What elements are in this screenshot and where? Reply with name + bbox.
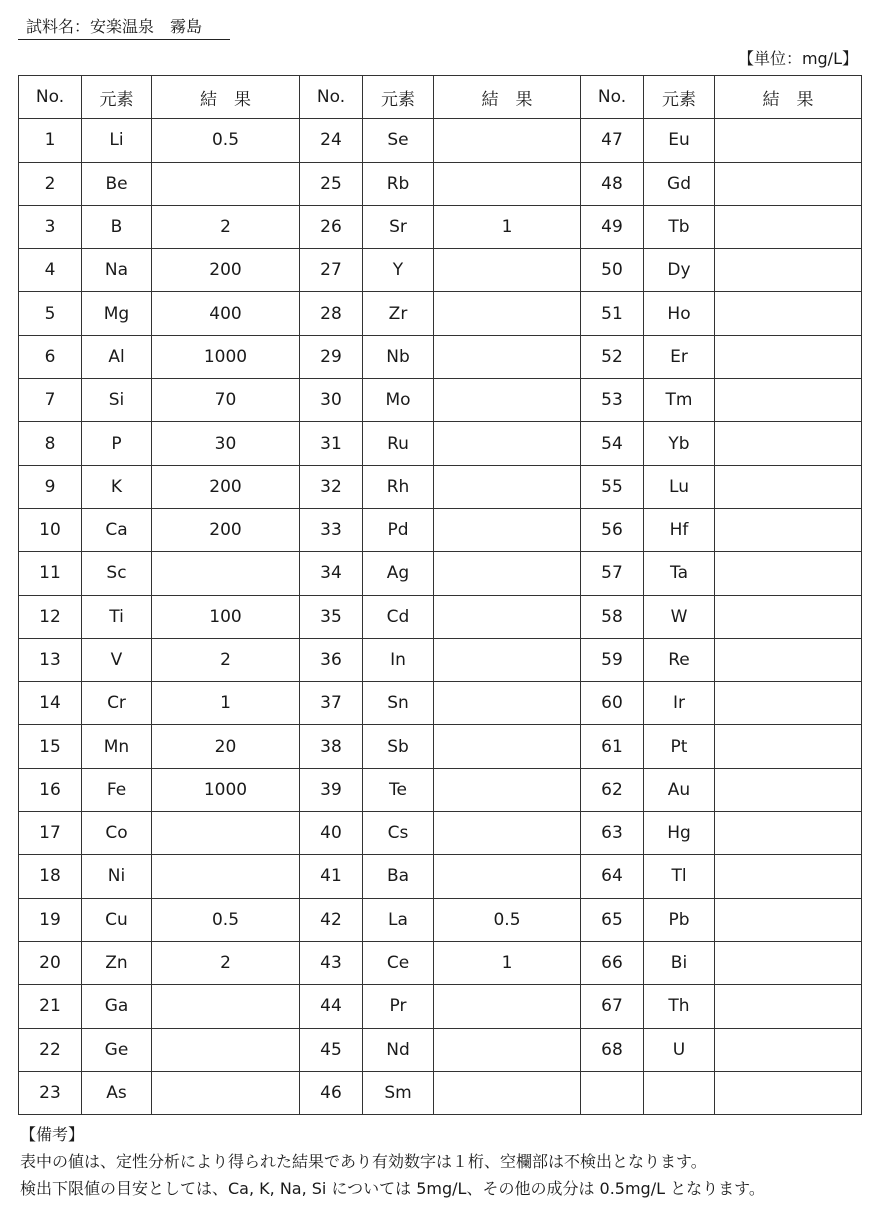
- cell-element: Ho: [644, 292, 715, 335]
- cell-element: Eu: [644, 119, 715, 162]
- cell-element: Ca: [82, 508, 152, 551]
- cell-result: 100: [152, 595, 300, 638]
- cell-result: [715, 249, 862, 292]
- cell-no: 31: [300, 422, 363, 465]
- cell-result: [715, 205, 862, 248]
- cell-result: [715, 941, 862, 984]
- cell-result: 30: [152, 422, 300, 465]
- header-no: No.: [19, 76, 82, 119]
- sample-name: 試料名：安楽温泉 霧島: [18, 14, 230, 40]
- cell-no: 6: [19, 335, 82, 378]
- cell-result: [434, 162, 581, 205]
- cell-result: 1000: [152, 335, 300, 378]
- cell-no: 1: [19, 119, 82, 162]
- cell-no: 39: [300, 768, 363, 811]
- cell-result: [715, 1071, 862, 1114]
- cell-no: 14: [19, 682, 82, 725]
- remarks-line-1: 表中の値は、定性分析により得られた結果であり有効数字は１桁、空欄部は不検出となります。: [20, 1152, 707, 1171]
- cell-element: B: [82, 205, 152, 248]
- cell-element: Fe: [82, 768, 152, 811]
- cell-element: Rh: [363, 465, 434, 508]
- cell-result: [152, 985, 300, 1028]
- cell-no: 41: [300, 855, 363, 898]
- cell-element: Yb: [644, 422, 715, 465]
- cell-no: 23: [19, 1071, 82, 1114]
- cell-element: Sc: [82, 552, 152, 595]
- cell-result: 1: [152, 682, 300, 725]
- cell-element: Be: [82, 162, 152, 205]
- table-row: [19, 682, 862, 725]
- remarks: [20, 1121, 765, 1202]
- cell-element: U: [644, 1028, 715, 1071]
- cell-result: [434, 682, 581, 725]
- cell-element: Re: [644, 638, 715, 681]
- cell-element: Nd: [363, 1028, 434, 1071]
- cell-result: [715, 1028, 862, 1071]
- cell-element: Cr: [82, 682, 152, 725]
- cell-result: [434, 552, 581, 595]
- cell-result: [715, 162, 862, 205]
- table-row: [19, 508, 862, 551]
- cell-result: 200: [152, 249, 300, 292]
- cell-result: 20: [152, 725, 300, 768]
- cell-result: [434, 638, 581, 681]
- cell-no: 67: [581, 985, 644, 1028]
- cell-element: Gd: [644, 162, 715, 205]
- cell-element: Al: [82, 335, 152, 378]
- cell-result: 0.5: [152, 119, 300, 162]
- cell-element: Mo: [363, 379, 434, 422]
- cell-element: [644, 1071, 715, 1114]
- table-row: [19, 985, 862, 1028]
- cell-no: 48: [581, 162, 644, 205]
- cell-result: [715, 638, 862, 681]
- cell-element: Ce: [363, 941, 434, 984]
- table-row: [19, 552, 862, 595]
- cell-no: 44: [300, 985, 363, 1028]
- cell-no: 32: [300, 465, 363, 508]
- cell-no: 52: [581, 335, 644, 378]
- cell-element: La: [363, 898, 434, 941]
- table-row: [19, 379, 862, 422]
- cell-element: W: [644, 595, 715, 638]
- table-row: [19, 812, 862, 855]
- cell-result: [715, 379, 862, 422]
- remarks-line-2: 検出下限値の目安としては、Ca, K, Na, Si については 5mg/L、その他の成分は 0.5mg/L となります。: [20, 1179, 765, 1198]
- results-table: [18, 75, 862, 1115]
- table-row: [19, 162, 862, 205]
- table-row: [19, 855, 862, 898]
- cell-no: 46: [300, 1071, 363, 1114]
- cell-no: 13: [19, 638, 82, 681]
- cell-result: [715, 552, 862, 595]
- table-row: [19, 768, 862, 811]
- cell-element: Zn: [82, 941, 152, 984]
- cell-no: 2: [19, 162, 82, 205]
- cell-result: 0.5: [434, 898, 581, 941]
- cell-result: 200: [152, 465, 300, 508]
- table-row: [19, 119, 862, 162]
- cell-element: Li: [82, 119, 152, 162]
- header-result: 結 果: [152, 76, 300, 119]
- cell-no: 45: [300, 1028, 363, 1071]
- cell-element: Sn: [363, 682, 434, 725]
- cell-result: [434, 1028, 581, 1071]
- cell-element: P: [82, 422, 152, 465]
- cell-no: 65: [581, 898, 644, 941]
- header-result: 結 果: [434, 76, 581, 119]
- cell-result: [715, 855, 862, 898]
- table-row: [19, 1028, 862, 1071]
- cell-result: [715, 335, 862, 378]
- cell-no: 57: [581, 552, 644, 595]
- cell-result: [152, 162, 300, 205]
- cell-result: [715, 119, 862, 162]
- cell-result: [434, 855, 581, 898]
- cell-result: [715, 508, 862, 551]
- table-row: [19, 898, 862, 941]
- cell-no: 12: [19, 595, 82, 638]
- cell-result: 1: [434, 205, 581, 248]
- cell-no: [581, 1071, 644, 1114]
- cell-element: Tb: [644, 205, 715, 248]
- cell-element: Zr: [363, 292, 434, 335]
- header-element: 元素: [644, 76, 715, 119]
- cell-element: V: [82, 638, 152, 681]
- cell-element: Te: [363, 768, 434, 811]
- cell-element: Cd: [363, 595, 434, 638]
- cell-element: Si: [82, 379, 152, 422]
- cell-element: Au: [644, 768, 715, 811]
- cell-result: 200: [152, 508, 300, 551]
- cell-result: [434, 508, 581, 551]
- cell-no: 36: [300, 638, 363, 681]
- cell-result: [715, 812, 862, 855]
- cell-no: 11: [19, 552, 82, 595]
- cell-element: Er: [644, 335, 715, 378]
- cell-result: [434, 119, 581, 162]
- cell-element: Se: [363, 119, 434, 162]
- cell-element: Lu: [644, 465, 715, 508]
- remarks-heading: 【備考】: [20, 1125, 85, 1144]
- cell-element: Ga: [82, 985, 152, 1028]
- table-row: [19, 335, 862, 378]
- cell-no: 34: [300, 552, 363, 595]
- cell-no: 66: [581, 941, 644, 984]
- cell-no: 20: [19, 941, 82, 984]
- cell-no: 18: [19, 855, 82, 898]
- cell-element: Mg: [82, 292, 152, 335]
- cell-no: 27: [300, 249, 363, 292]
- cell-result: [434, 595, 581, 638]
- cell-no: 61: [581, 725, 644, 768]
- cell-result: [715, 422, 862, 465]
- cell-no: 35: [300, 595, 363, 638]
- cell-result: 2: [152, 638, 300, 681]
- cell-element: Pt: [644, 725, 715, 768]
- cell-no: 26: [300, 205, 363, 248]
- cell-no: 15: [19, 725, 82, 768]
- cell-element: Pb: [644, 898, 715, 941]
- header-row: [19, 76, 862, 119]
- cell-result: [434, 985, 581, 1028]
- cell-result: [715, 595, 862, 638]
- cell-element: Ag: [363, 552, 434, 595]
- cell-result: [434, 292, 581, 335]
- cell-no: 9: [19, 465, 82, 508]
- cell-no: 54: [581, 422, 644, 465]
- cell-result: 400: [152, 292, 300, 335]
- cell-result: [434, 379, 581, 422]
- cell-result: [152, 855, 300, 898]
- cell-no: 63: [581, 812, 644, 855]
- cell-element: Dy: [644, 249, 715, 292]
- table-row: [19, 1071, 862, 1114]
- cell-no: 56: [581, 508, 644, 551]
- cell-no: 40: [300, 812, 363, 855]
- cell-no: 49: [581, 205, 644, 248]
- cell-result: [715, 465, 862, 508]
- cell-element: Cs: [363, 812, 434, 855]
- cell-result: [434, 465, 581, 508]
- cell-element: As: [82, 1071, 152, 1114]
- cell-result: 0.5: [152, 898, 300, 941]
- cell-result: 1: [434, 941, 581, 984]
- header-no: No.: [300, 76, 363, 119]
- cell-no: 53: [581, 379, 644, 422]
- table-row: [19, 725, 862, 768]
- cell-no: 7: [19, 379, 82, 422]
- cell-element: Co: [82, 812, 152, 855]
- cell-no: 51: [581, 292, 644, 335]
- cell-result: [152, 1071, 300, 1114]
- cell-element: Sr: [363, 205, 434, 248]
- cell-element: Ba: [363, 855, 434, 898]
- cell-no: 64: [581, 855, 644, 898]
- cell-element: Bi: [644, 941, 715, 984]
- cell-no: 29: [300, 335, 363, 378]
- cell-no: 59: [581, 638, 644, 681]
- cell-no: 30: [300, 379, 363, 422]
- cell-element: Ge: [82, 1028, 152, 1071]
- cell-result: [434, 335, 581, 378]
- cell-result: [434, 422, 581, 465]
- table-row: [19, 292, 862, 335]
- cell-no: 8: [19, 422, 82, 465]
- cell-result: [434, 768, 581, 811]
- cell-result: [434, 725, 581, 768]
- cell-no: 33: [300, 508, 363, 551]
- cell-no: 47: [581, 119, 644, 162]
- header-no: No.: [581, 76, 644, 119]
- cell-no: 22: [19, 1028, 82, 1071]
- cell-element: Sm: [363, 1071, 434, 1114]
- cell-result: [434, 249, 581, 292]
- cell-no: 24: [300, 119, 363, 162]
- cell-element: Ta: [644, 552, 715, 595]
- cell-element: Ti: [82, 595, 152, 638]
- cell-no: 60: [581, 682, 644, 725]
- cell-element: K: [82, 465, 152, 508]
- cell-element: Y: [363, 249, 434, 292]
- cell-result: [715, 292, 862, 335]
- cell-element: Rb: [363, 162, 434, 205]
- cell-element: Pr: [363, 985, 434, 1028]
- cell-result: [715, 898, 862, 941]
- cell-no: 43: [300, 941, 363, 984]
- cell-no: 10: [19, 508, 82, 551]
- cell-no: 55: [581, 465, 644, 508]
- header-result: 結 果: [715, 76, 862, 119]
- cell-element: Pd: [363, 508, 434, 551]
- table-row: [19, 941, 862, 984]
- cell-no: 50: [581, 249, 644, 292]
- cell-element: Hg: [644, 812, 715, 855]
- cell-result: [152, 1028, 300, 1071]
- cell-no: 68: [581, 1028, 644, 1071]
- table-row: [19, 249, 862, 292]
- cell-element: Nb: [363, 335, 434, 378]
- cell-no: 4: [19, 249, 82, 292]
- cell-no: 21: [19, 985, 82, 1028]
- cell-no: 28: [300, 292, 363, 335]
- cell-no: 16: [19, 768, 82, 811]
- table-row: [19, 595, 862, 638]
- cell-element: Th: [644, 985, 715, 1028]
- cell-result: [715, 725, 862, 768]
- cell-element: In: [363, 638, 434, 681]
- cell-no: 5: [19, 292, 82, 335]
- unit-label: 【単位：mg/L】: [737, 49, 858, 68]
- cell-result: 1000: [152, 768, 300, 811]
- cell-no: 17: [19, 812, 82, 855]
- cell-element: Ni: [82, 855, 152, 898]
- cell-element: Cu: [82, 898, 152, 941]
- cell-no: 37: [300, 682, 363, 725]
- cell-result: [434, 1071, 581, 1114]
- cell-element: Tm: [644, 379, 715, 422]
- cell-element: Ru: [363, 422, 434, 465]
- cell-no: 25: [300, 162, 363, 205]
- cell-no: 42: [300, 898, 363, 941]
- cell-element: Hf: [644, 508, 715, 551]
- cell-result: [152, 552, 300, 595]
- cell-element: Tl: [644, 855, 715, 898]
- cell-result: [715, 985, 862, 1028]
- cell-result: [715, 768, 862, 811]
- cell-result: 2: [152, 205, 300, 248]
- cell-no: 38: [300, 725, 363, 768]
- cell-element: Ir: [644, 682, 715, 725]
- header-element: 元素: [363, 76, 434, 119]
- cell-result: 2: [152, 941, 300, 984]
- cell-result: [434, 812, 581, 855]
- table-row: [19, 638, 862, 681]
- cell-no: 19: [19, 898, 82, 941]
- table-row: [19, 465, 862, 508]
- cell-no: 58: [581, 595, 644, 638]
- cell-element: Mn: [82, 725, 152, 768]
- cell-element: Sb: [363, 725, 434, 768]
- cell-result: [715, 682, 862, 725]
- cell-result: [152, 812, 300, 855]
- cell-no: 62: [581, 768, 644, 811]
- header-element: 元素: [82, 76, 152, 119]
- cell-no: 3: [19, 205, 82, 248]
- cell-element: Na: [82, 249, 152, 292]
- cell-result: 70: [152, 379, 300, 422]
- table-row: [19, 205, 862, 248]
- table-row: [19, 422, 862, 465]
